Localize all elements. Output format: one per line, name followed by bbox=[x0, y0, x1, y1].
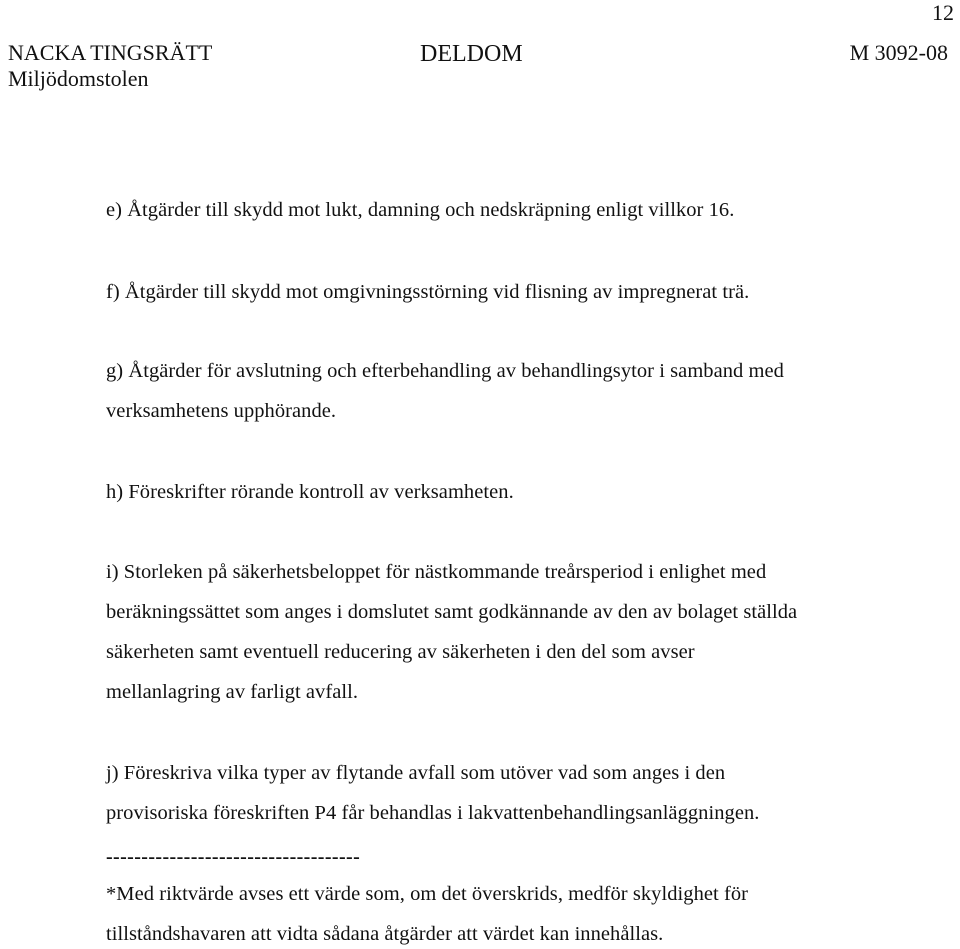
item-g-line-2: verksamhetens upphörande. bbox=[106, 400, 337, 422]
document-type: DELDOM bbox=[420, 41, 523, 67]
item-i-line-3: säkerheten samt eventuell reducering av säkerheten i den del som avser bbox=[106, 641, 695, 663]
item-i-line-2: beräkningssättet som anges i domslutet samt godkännande av den av bolaget ställda bbox=[106, 601, 798, 623]
item-j-line-2: provisoriska föreskriften P4 får behandlas i lakvattenbehandlingsanläggningen. bbox=[106, 802, 760, 824]
footnote-divider: ------------------------------------ bbox=[106, 846, 361, 868]
court-division: Miljödomstolen bbox=[8, 66, 149, 91]
item-g-line-1: g) Åtgärder för avslutning och efterbehandling av behandlingsytor i samband med bbox=[106, 360, 784, 382]
case-number: M 3092-08 bbox=[849, 40, 948, 65]
item-h: h) Föreskrifter rörande kontroll av verksamheten. bbox=[106, 481, 514, 503]
item-i-line-4: mellanlagring av farligt avfall. bbox=[106, 681, 359, 703]
item-f: f) Åtgärder till skydd mot omgivningsstörning vid flisning av impregnerat trä. bbox=[106, 281, 750, 303]
item-i-line-1: i) Storleken på säkerhetsbeloppet för nästkommande treårsperiod i enlighet med bbox=[106, 561, 767, 583]
footnote-line-2: tillståndshavaren att vidta sådana åtgärder att värdet kan innehållas. bbox=[106, 923, 664, 945]
footnote-line-1: *Med riktvärde avses ett värde som, om det överskrids, medför skyldighet för bbox=[106, 883, 748, 905]
item-e: e) Åtgärder till skydd mot lukt, damning och nedskräpning enligt villkor 16. bbox=[106, 199, 735, 221]
page-number: 12 bbox=[932, 0, 954, 25]
court-name: NACKA TINGSRÄTT bbox=[8, 40, 213, 65]
item-j-line-1: j) Föreskriva vilka typer av flytande avfall som utöver vad som anges i den bbox=[106, 762, 726, 784]
